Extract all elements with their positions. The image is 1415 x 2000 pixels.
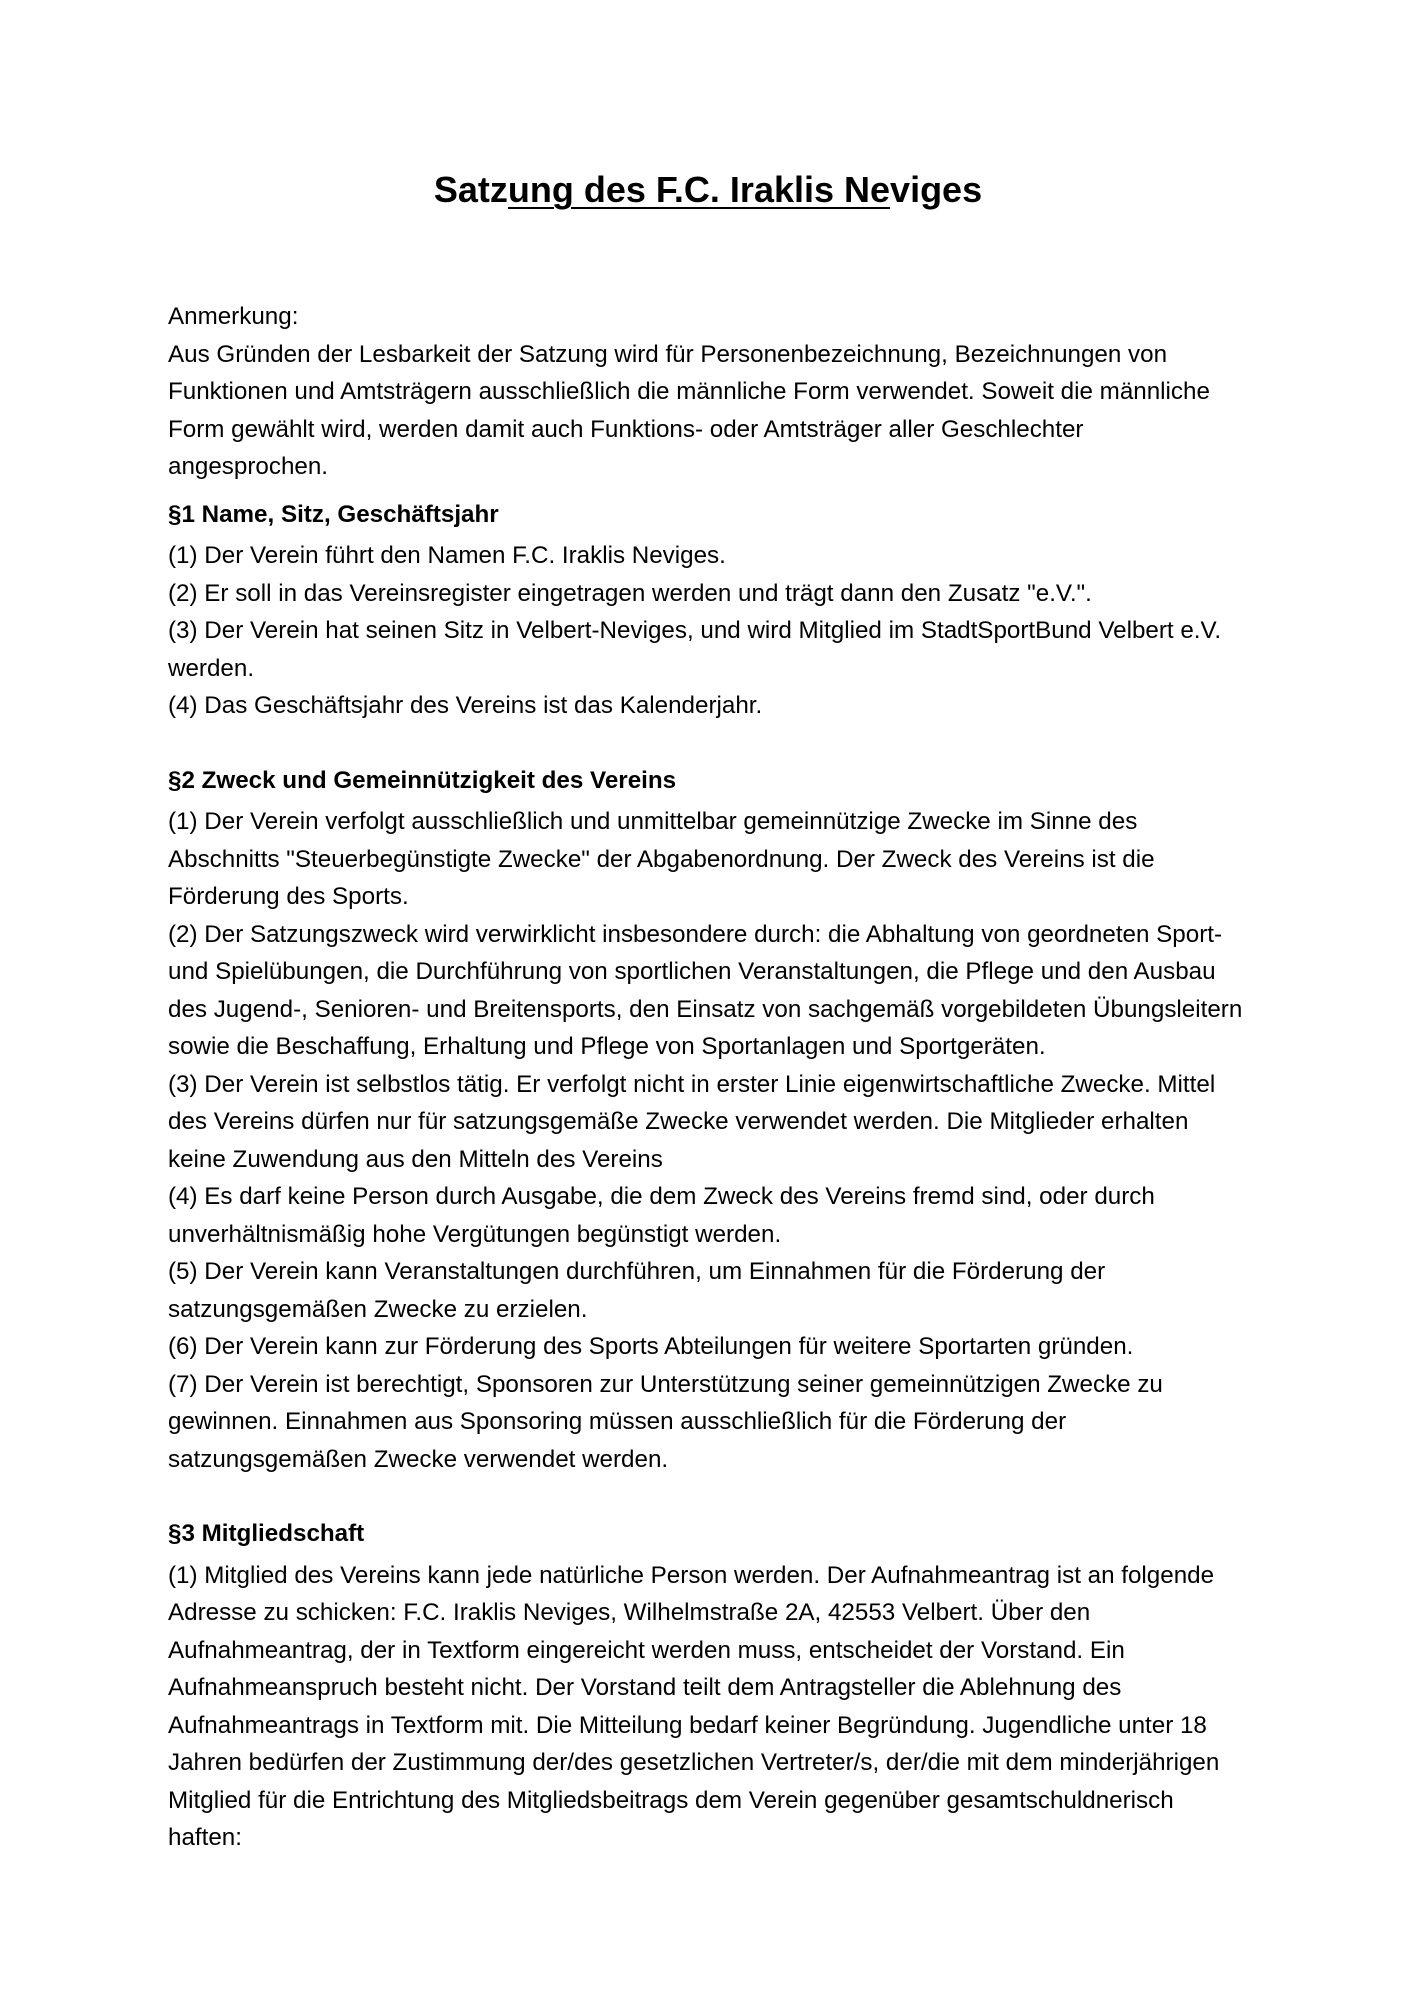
title-part-end: viges: [890, 169, 983, 210]
paragraph: (3) Der Verein hat seinen Sitz in Velbert-Neviges, und wird Mitglied im StadtSportBund Velbert e.V. werden.: [168, 617, 1222, 682]
document-body: [168, 298, 1248, 1857]
paragraph: (7) Der Verein ist berechtigt, Sponsoren zur Unterstützung seiner gemeinnützigen Zwecke zu gewinnen. Einnahmen aus Sponsoring müssen ausschließlich für die Förderung der satzungsgemäßen Zwecke verwendet werden.: [168, 1370, 1163, 1473]
section-2: [168, 762, 1248, 1479]
note-text: Aus Gründen der Lesbarkeit der Satzung wird für Personenbezeichnung, Bezeichnungen von Funktionen und Amtsträgern ausschließlich die männliche Form verwendet. Soweit die männliche Form gewählt wird, werden damit auch Funktions- oder Amtsträger aller Geschlechter angesprochen.: [168, 340, 1210, 480]
paragraph: (2) Der Satzungszweck wird verwirklicht insbesondere durch: die Abhaltung von geordneten Sport- und Spielübungen, die Durchführung von sportlichen Veranstaltungen, die Pflege und den Ausbau des Jugend-, Senioren- und Breitensports, den Einsatz von sachgemäß vorgebildeten Übungsleitern sowie die Beschaffung, Erhaltung und Pflege von Sportanlagen und Sportgeräten.: [168, 920, 1243, 1060]
section-1: [168, 496, 1248, 725]
paragraph: (4) Das Geschäftsjahr des Vereins ist das Kalenderjahr.: [168, 692, 763, 719]
paragraph: (3) Der Verein ist selbstlos tätig. Er verfolgt nicht in erster Linie eigenwirtschaftliche Zwecke. Mittel des Vereins dürfen nur für satzungsgemäße Zwecke verwendet werden. Die Mitglieder erhalten keine Zuwendung aus den Mitteln des Vereins: [168, 1070, 1216, 1173]
paragraph: (2) Er soll in das Vereinsregister eingetragen werden und trägt dann den Zusatz "e.V.".: [168, 579, 1092, 607]
title-part-start: Satz: [433, 169, 508, 210]
paragraph: (1) Der Verein verfolgt ausschließlich und unmittelbar gemeinnützige Zwecke im Sinne des Abschnitts "Steuerbegünstigte Zwecke" der Abgabenordnung. Der Zweck des Vereins ist die Förderung des Sports.: [168, 808, 1155, 910]
section-heading: §1 Name, Sitz, Geschäftsjahr: [168, 500, 499, 528]
paragraph: (1) Der Verein führt den Namen F.C. Iraklis Neviges.: [168, 542, 726, 569]
section-heading: §3 Mitgliedschaft: [168, 1520, 365, 1547]
paragraph: (4) Es darf keine Person durch Ausgabe, die dem Zweck des Vereins fremd sind, oder durch unverhältnismäßig hohe Vergütungen begünstigt werden.: [168, 1183, 1155, 1248]
section-3: [168, 1515, 1248, 1857]
paragraph: (5) Der Verein kann Veranstaltungen durchführen, um Einnahmen für die Förderung der satzungsgemäßen Zwecke zu erzielen.: [168, 1258, 1106, 1323]
paragraph: (6) Der Verein kann zur Förderung des Sports Abteilungen für weitere Sportarten gründen.: [168, 1333, 1134, 1360]
paragraph: (1) Mitglied des Vereins kann jede natürliche Person werden. Der Aufnahmeantrag ist an folgende Adresse zu schicken: F.C. Iraklis Neviges, Wilhelmstraße 2A, 42553 Velbert. Über den Aufnahmeantrag, der in Textform eingereicht werden muss, entscheidet der Vorstand. Ein Aufnahmeanspruch besteht nicht. Der Vorstand teilt dem Antragsteller die Ablehnung des Aufnahmeantrags in Textform mit. Die Mitteilung bedarf keiner Begründung. Jugendliche unter 18 Jahren bedürfen der Zustimmung der/des gesetzlichen Vertreter/s, der/die mit dem minderjährigen Mitglied für die Entrichtung des Mitgliedsbeitrags dem Verein gegenüber gesamtschuldnerisch haften:: [168, 1561, 1220, 1851]
section-heading: §2 Zweck und Gemeinnützigkeit des Vereins: [168, 766, 677, 794]
note-label: Anmerkung:: [168, 303, 299, 330]
title-part-underlined: ung des F.C. Iraklis Ne: [507, 169, 891, 210]
document-title: [168, 168, 1248, 212]
